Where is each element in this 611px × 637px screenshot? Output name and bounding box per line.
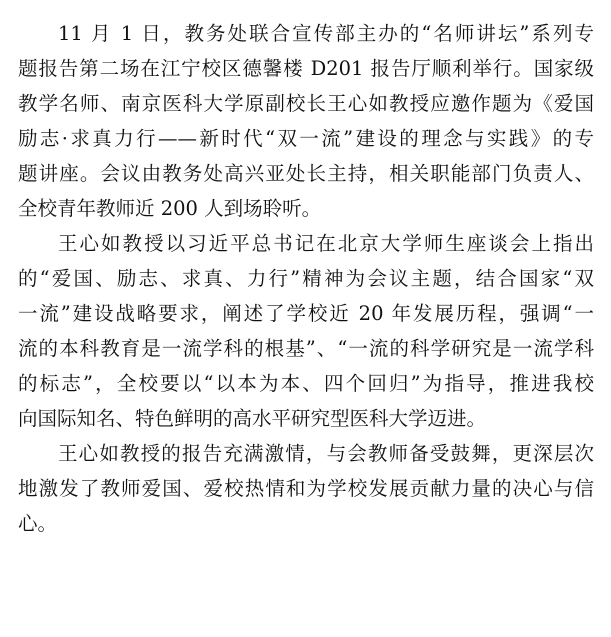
paragraph-line: 题讲座。会议由教务处高兴亚处长主持，相关职能部门负责人、	[18, 162, 594, 185]
paragraph-line: 心。	[18, 512, 58, 535]
paragraph-line: 题报告第二场在江宁校区德馨楼 D201 报告厅顺利举行。国家级	[18, 57, 594, 80]
paragraph-line: 向国际知名、特色鲜明的高水平研究型医科大学迈进。	[18, 407, 487, 430]
paragraph-line: 王心如教授以习近平总书记在北京大学师生座谈会上指出	[58, 232, 594, 255]
paragraph-line: 11 月 1 日，教务处联合宣传部主办的“名师讲坛”系列专	[58, 22, 594, 45]
paragraph-line: 地激发了教师爱国、爱校热情和为学校发展贡献力量的决心与信	[18, 477, 594, 500]
paragraph-line: 王心如教授的报告充满激情，与会教师备受鼓舞，更深层次	[58, 442, 594, 465]
article-body	[18, 16, 594, 541]
paragraph-1	[18, 16, 594, 226]
paragraph-line: 教学名师、南京医科大学原副校长王心如教授应邀作题为《爱国	[18, 92, 594, 115]
paragraph-line: 流的本科教育是一流学科的根基”、“一流的科学研究是一流学科	[18, 337, 594, 360]
paragraph-2	[18, 226, 594, 436]
paragraph-line: 的标志”，全校要以“以本为本、四个回归”为指导，推进我校	[18, 372, 594, 395]
paragraph-3	[18, 436, 594, 541]
paragraph-line: 励志·求真力行——新时代“双一流”建设的理念与实践》的专	[18, 127, 594, 150]
paragraph-line: 全校青年教师近 200 人到场聆听。	[18, 197, 322, 220]
paragraph-line: 的“爱国、励志、求真、力行”精神为会议主题，结合国家“双	[18, 267, 594, 290]
paragraph-line: 一流”建设战略要求，阐述了学校近 20 年发展历程，强调“一	[18, 302, 594, 325]
